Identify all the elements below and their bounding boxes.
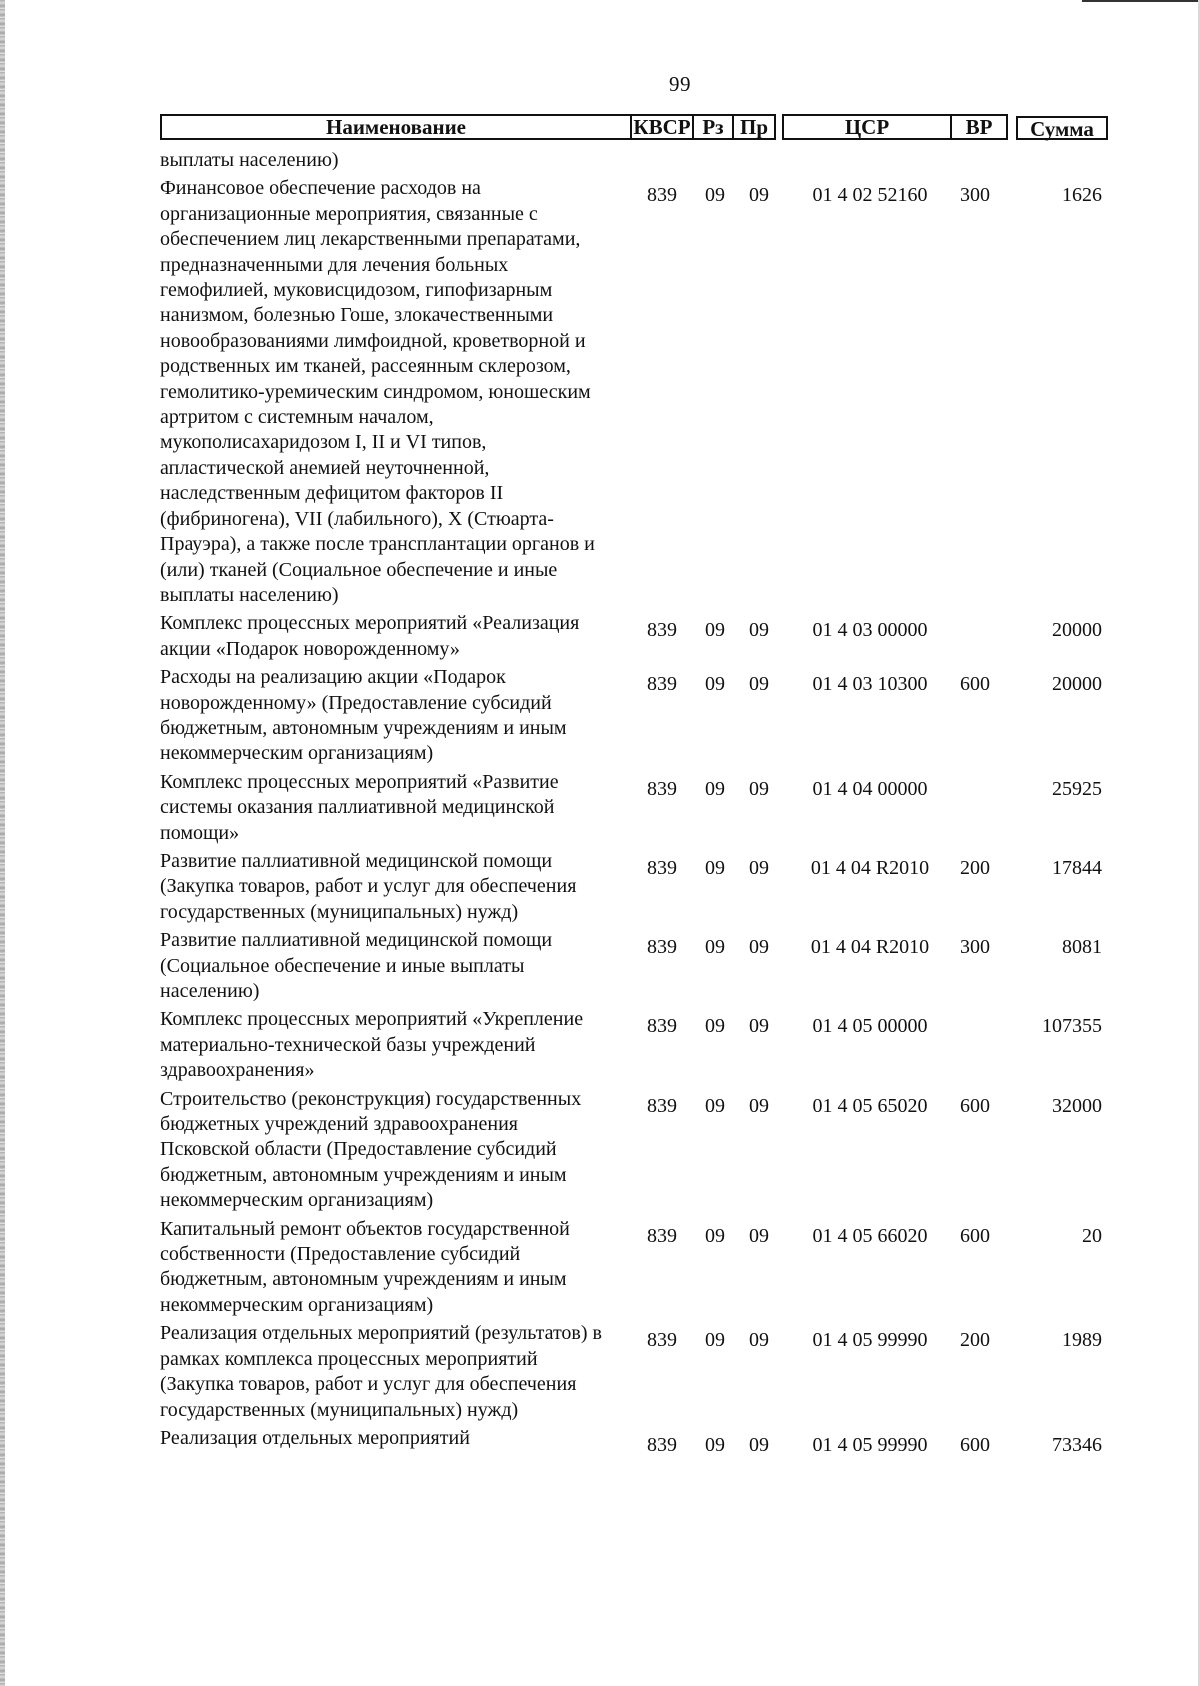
row-name: Строительство (реконструкция) государственных бюджетных учреждений здравоохранения Псковской области (Предоставление субсидий бюджетным, автономным учреждениям и иным некоммерческим организациям) (160, 1087, 582, 1212)
table-body (160, 148, 1110, 1454)
row-kvsr: 839 (647, 777, 677, 800)
row-csr: 01 4 05 65020 (812, 1094, 928, 1117)
row-csr: 01 4 05 00000 (812, 1015, 928, 1038)
row-vr: 300 (960, 184, 990, 207)
row-csr: 01 4 04 R2010 (810, 936, 930, 959)
header-vr-label: ВР (965, 115, 993, 139)
header-pr-label: Пр (739, 115, 768, 139)
row-vr: 300 (960, 936, 990, 959)
row-name: Развитие паллиативной медицинской помощи (Закупка товаров, работ и услуг для обеспечения государственных (муниципальных) нужд) (160, 849, 577, 923)
table-row (160, 1007, 1110, 1083)
row-sum: 25925 (1052, 777, 1102, 800)
row-name: Реализация отдельных мероприятий (160, 1426, 470, 1449)
row-csr: 01 4 02 52160 (812, 184, 928, 207)
row-pr: 09 (749, 673, 769, 696)
row-csr: 01 4 04 R2010 (810, 856, 930, 879)
scan-edge-artifact (0, 0, 5, 1686)
row-rz: 09 (705, 1329, 725, 1352)
table-row (160, 665, 1110, 767)
row-name: Капитальный ремонт объектов государственной собственности (Предоставление субсидий бюджетным, автономным учреждениям и иным некоммерческим организациям) (160, 1217, 570, 1316)
row-pr: 09 (749, 856, 769, 879)
header-pr (734, 114, 776, 140)
row-sum: 20000 (1052, 673, 1102, 696)
row-pr: 09 (749, 1094, 769, 1117)
row-kvsr: 839 (647, 1433, 677, 1456)
row-kvsr: 839 (647, 1224, 677, 1247)
row-rz: 09 (705, 1433, 725, 1456)
table-row (160, 176, 1110, 608)
row-name: Комплекс процессных мероприятий «Реализация акции «Подарок новорожденному» (160, 612, 580, 660)
row-kvsr: 839 (647, 184, 677, 207)
row-rz: 09 (705, 184, 725, 207)
header-sum-label: Сумма (1030, 117, 1094, 141)
row-csr: 01 4 05 99990 (812, 1433, 928, 1456)
row-name: Финансовое обеспечение расходов на организационные мероприятия, связанные с обеспечением лиц лекарственными препаратами, предназначенными для лечения больных гемофилией, муковисцидозом, гипофизарным нанизмом, болезнью Гоше, злокачественными новообразованиями лимфоидной, кроветворной и родственных им тканей, рассеянным склерозом, гемолитико-уремическим синдромом, юношеским артритом с системным началом, мукополисахаридозом I, II и VI типов, апластической анемией неуточненной, наследственным дефицитом факторов II (фибриногена), VII (лабильного), X (Стюарта-Прауэра), а также после трансплантации органов и (или) тканей (Социальное обеспечение и иные выплаты населению) (160, 177, 595, 606)
row-kvsr: 839 (647, 1329, 677, 1352)
header-name-label: Наименование (326, 115, 466, 139)
row-kvsr: 839 (647, 1094, 677, 1117)
row-sum: 17844 (1052, 856, 1102, 879)
row-kvsr: 839 (647, 936, 677, 959)
top-edge-rule (1082, 0, 1200, 2)
row-pr: 09 (749, 1224, 769, 1247)
row-csr: 01 4 05 99990 (812, 1329, 928, 1352)
row-sum: 107355 (1042, 1015, 1102, 1038)
row-rz: 09 (705, 673, 725, 696)
header-kvsr-label: КВСР (633, 115, 691, 139)
table-row (160, 1217, 1110, 1319)
row-rz: 09 (705, 936, 725, 959)
header-sum (1016, 116, 1108, 140)
row-pr: 09 (749, 1015, 769, 1038)
row-pr: 09 (749, 619, 769, 642)
row-csr: 01 4 03 00000 (812, 619, 928, 642)
row-pr: 09 (749, 1433, 769, 1456)
row-rz: 09 (705, 856, 725, 879)
row-pr: 09 (749, 777, 769, 800)
row-sum: 73346 (1052, 1433, 1102, 1456)
row-name: Развитие паллиативной медицинской помощи (Социальное обеспечение и иные выплаты населению) (160, 929, 553, 1002)
row-csr: 01 4 03 10300 (812, 673, 928, 696)
table-row (160, 611, 1110, 662)
row-vr: 600 (960, 673, 990, 696)
row-kvsr: 839 (647, 856, 677, 879)
row-sum: 32000 (1052, 1094, 1102, 1117)
row-sum: 1989 (1062, 1329, 1102, 1352)
row-sum: 1626 (1062, 184, 1102, 207)
row-kvsr: 839 (647, 1015, 677, 1038)
row-rz: 09 (705, 1094, 725, 1117)
row-name: Расходы на реализацию акции «Подарок новорожденному» (Предоставление субсидий бюджетным, автономным учреждениям и иным некоммерческим организациям) (160, 666, 567, 765)
row-sum: 8081 (1062, 936, 1102, 959)
header-csr (782, 114, 952, 140)
row-name: Комплекс процессных мероприятий «Укрепление материально-технической базы учреждений здравоохранения» (160, 1008, 584, 1082)
row-name: Комплекс процессных мероприятий «Развитие системы оказания паллиативной медицинской помощи» (160, 770, 559, 844)
row-csr: 01 4 04 00000 (812, 777, 928, 800)
header-rz-label: Рз (702, 115, 724, 139)
row-vr: 600 (960, 1433, 990, 1456)
row-pr: 09 (749, 1329, 769, 1352)
row-vr: 600 (960, 1224, 990, 1247)
row-name: Реализация отдельных мероприятий (результатов) в рамках комплекса процессных мероприятий (Закупка товаров, работ и услуг для обеспечения государственных (муниципальных) нужд) (160, 1322, 602, 1421)
row-pr: 09 (749, 184, 769, 207)
table-row (160, 1321, 1110, 1423)
row-rz: 09 (705, 619, 725, 642)
table-row (160, 928, 1110, 1004)
row-rz: 09 (705, 777, 725, 800)
row-sum: 20 (1082, 1224, 1102, 1247)
table-row (160, 770, 1110, 846)
page-number: 99 (669, 72, 691, 96)
table-header (160, 114, 1110, 148)
table-row (160, 849, 1110, 925)
header-kvsr (632, 114, 694, 140)
header-csr-label: ЦСР (844, 115, 890, 139)
row-vr: 200 (960, 1329, 990, 1352)
row-rz: 09 (705, 1015, 725, 1038)
row-rz: 09 (705, 1224, 725, 1247)
row-csr: 01 4 05 66020 (812, 1224, 928, 1247)
table-row (160, 148, 1110, 173)
header-rz (694, 114, 734, 140)
table-row (160, 1087, 1110, 1214)
row-vr: 600 (960, 1094, 990, 1117)
header-name (160, 114, 632, 140)
header-vr (952, 114, 1008, 140)
row-sum: 20000 (1052, 619, 1102, 642)
row-pr: 09 (749, 936, 769, 959)
row-vr: 200 (960, 856, 990, 879)
row-kvsr: 839 (647, 619, 677, 642)
table-row (160, 1426, 1110, 1456)
row-kvsr: 839 (647, 673, 677, 696)
row-name: выплаты населению) (160, 149, 339, 171)
